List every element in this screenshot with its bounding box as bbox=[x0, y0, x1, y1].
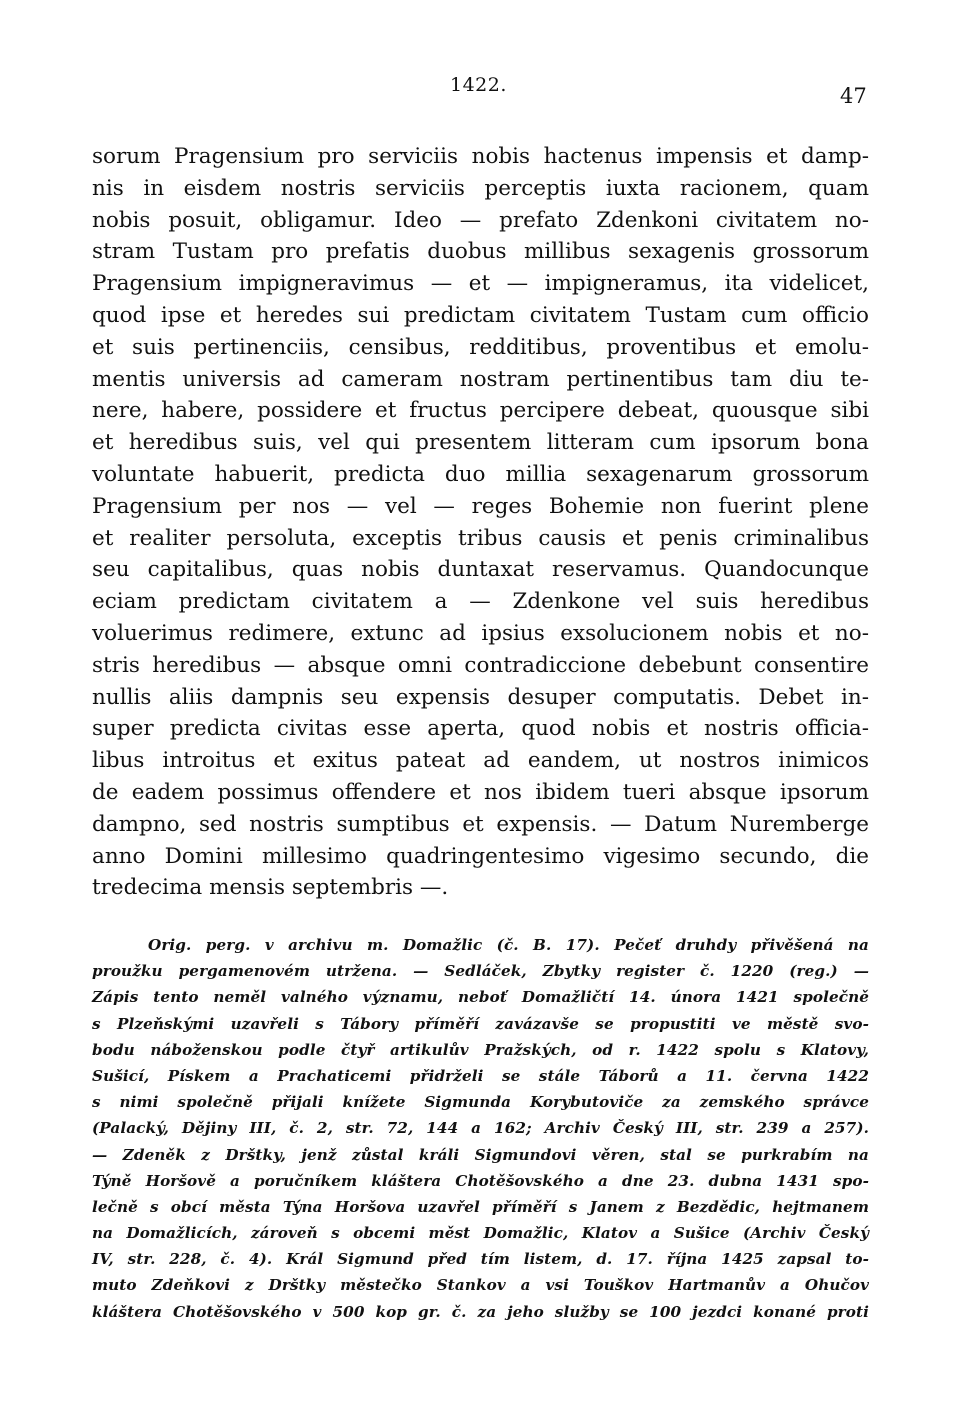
main-text-line: nullis aliis dampnis seu expensis desuper computatis. Debet in- bbox=[92, 684, 869, 710]
main-text-line: et heredibus suis, vel qui presentem litteram cum ipsorum bona bbox=[92, 430, 869, 456]
main-text-line: Pragensium impigneravimus — et — impigneramus, ita videlicet, bbox=[92, 271, 869, 297]
footnote-line: s nimi společně přijali knížete Sigmunda Korybutoviče za zemského správce bbox=[92, 1093, 869, 1112]
main-text-line: Pragensium per nos — vel — reges Bohemie non fuerint plene bbox=[92, 493, 869, 519]
main-text-line: super predicta civitas esse aperta, quod nobis et nostris officia- bbox=[92, 716, 869, 742]
main-text-line: nis in eisdem nostris serviciis perceptis iuxta racionem, quam bbox=[92, 175, 869, 201]
main-text-line: et realiter persoluta, exceptis tribus causis et penis criminalibus bbox=[92, 525, 869, 551]
footnote-line: Sušicí, Pískem a Prachaticemi přidrželi se stále Táborů a 11. června 1422 bbox=[92, 1066, 869, 1085]
footnote-line: Týně Horšově a poručníkem kláštera Chotěšovského a dne 23. dubna 1431 spo- bbox=[92, 1171, 869, 1190]
footnote-line: s Plzeňskými uzavřeli s Tábory příměří zavázavše se propustiti ve městě svo- bbox=[92, 1014, 869, 1033]
main-text-line: anno Domini millesimo quadringentesimo vigesimo secundo, die bbox=[92, 843, 869, 869]
footnote-line: lečně s obcí města Týna Horšova uzavřel příměří s Janem z Bezdědic, hejtmanem bbox=[92, 1197, 869, 1216]
main-text-line: mentis universis ad cameram nostram pertinentibus tam diu te- bbox=[92, 366, 869, 392]
main-text-line: libus introitus et exitus pateat ad eandem, ut nostros inimicos bbox=[92, 748, 869, 774]
footnote-line: proužku pergamenovém utržena. — Sedláček, Zbytky register č. 1220 (reg.) — bbox=[92, 962, 869, 981]
footnote-line: na Domažlicích, zároveň s obcemi měst Domažlic, Klatov a Sušice (Archiv Český bbox=[92, 1224, 869, 1243]
main-text-line: dampno, sed nostris sumptibus et expensis. — Datum Nuremberge bbox=[92, 811, 869, 837]
main-text-line: nere, habere, possidere et fructus percipere debeat, quousque sibi bbox=[92, 398, 869, 424]
main-text-line: sorum Pragensium pro serviciis nobis hactenus impensis et damp- bbox=[92, 144, 869, 169]
footnote-line: Zápis tento neměl valného významu, neboť Domažličtí 14. února 1421 společně bbox=[92, 988, 869, 1007]
footnote-line: muto Zdeňkovi z Drštky městečko Stankov a vsi Touškov Hartmanův a Ohučov bbox=[92, 1276, 869, 1295]
main-text-line: voluntate habuerit, predicta duo millia sexagenarum grossorum bbox=[92, 461, 869, 487]
footnote-line: bodu náboženskou podle čtyř artikulův Pražských, od r. 1422 spolu s Klatovy, bbox=[92, 1040, 869, 1059]
main-text-line: et suis pertinenciis, censibus, redditibus, proventibus et emolu- bbox=[92, 334, 869, 360]
footnote-line: IV, str. 228, č. 4). Král Sigmund před tím listem, d. 17. října 1425 zapsal to- bbox=[92, 1250, 869, 1269]
running-header-year: 1422. bbox=[450, 74, 507, 96]
main-text-line: nobis posuit, obligamur. Ideo — prefato Zdenkoni civitatem no- bbox=[92, 207, 869, 233]
footnote-line: — Zdeněk z Drštky, jenž zůstal králi Sigmundovi věren, stal se purkrabím na bbox=[92, 1145, 869, 1164]
main-text-line: stram Tustam pro prefatis duobus millibus sexagenis grossorum bbox=[92, 239, 869, 265]
main-text-line: voluerimus redimere, extunc ad ipsius exsolucionem nobis et no- bbox=[92, 620, 869, 646]
footnote-block bbox=[92, 932, 869, 1325]
main-text-line: de eadem possimus offendere et nos ibidem tueri absque ipsorum bbox=[92, 779, 869, 805]
main-text-line: quod ipse et heredes sui predictam civitatem Tustam cum officio bbox=[92, 302, 869, 328]
main-text-block bbox=[92, 141, 869, 904]
main-text-line: eciam predictam civitatem a — Zdenkone vel suis heredibus bbox=[92, 589, 869, 615]
footnote-line: kláštera Chotěšovského v 500 kop gr. č. za jeho služby se 100 jezdci konané proti bbox=[92, 1302, 869, 1321]
footnote-line: Orig. perg. v archivu m. Domažlic (č. B. 17). Pečeť druhdy přivěšená na bbox=[148, 936, 869, 954]
main-text-line: tredecima mensis septembris —. bbox=[92, 875, 449, 901]
main-text-line: stris heredibus — absque omni contradiccione debebunt consentire bbox=[92, 652, 869, 678]
page-number: 47 bbox=[840, 84, 867, 108]
footnote-line: (Palacký, Dějiny III, č. 2, str. 72, 144 a 162; Archiv Český III, str. 239 a 257). bbox=[92, 1119, 869, 1138]
main-text-line: seu capitalibus, quas nobis duntaxat reservamus. Quandocunque bbox=[92, 557, 869, 583]
